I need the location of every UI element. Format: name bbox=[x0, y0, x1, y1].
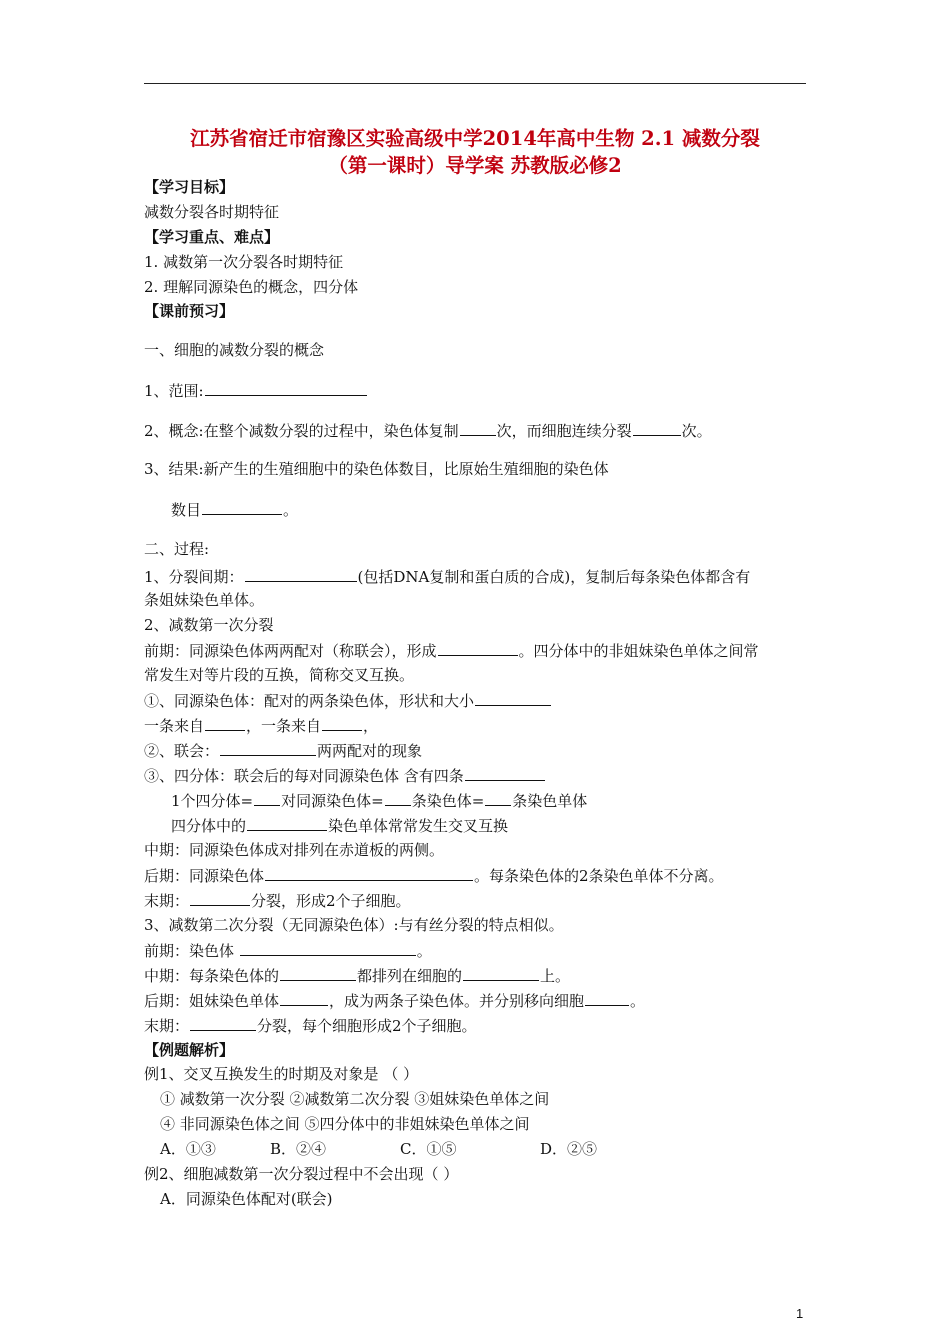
anaphase-1-text-2: 。每条染色体的2条染色单体不分离。 bbox=[474, 867, 724, 885]
tetrad-count-c: 条染色体= bbox=[411, 792, 485, 810]
example-1-question: 例1、交叉互换发生的时期及对象是 （ ） bbox=[144, 1065, 419, 1083]
concept-line bbox=[144, 420, 712, 441]
prophase-1-text: 前期：同源染色体两两配对（称联会），形成 bbox=[144, 642, 437, 660]
anaphase-2-line bbox=[144, 990, 645, 1011]
telophase-1-label: 末期： bbox=[144, 892, 190, 910]
interphase-label: 1、分裂间期： bbox=[144, 568, 244, 586]
tetrad-crossover-line bbox=[171, 815, 508, 836]
synapsis-blank[interactable] bbox=[220, 740, 316, 756]
tetrad-count-b: 对同源染色体= bbox=[281, 792, 384, 810]
process-heading: 二、过程: bbox=[144, 540, 210, 558]
header-rule bbox=[144, 83, 806, 84]
anaphase-1-text: 后期：同源染色体 bbox=[144, 867, 265, 885]
tetrad-blank-c[interactable] bbox=[485, 790, 511, 806]
metaphase-2-blank-2[interactable] bbox=[463, 965, 539, 981]
synapsis-line bbox=[144, 740, 422, 761]
tetrad-count-line bbox=[171, 790, 587, 811]
telophase-1-line bbox=[144, 890, 411, 911]
preview-heading: 【课前预习】 bbox=[144, 302, 235, 320]
origin-text-2: ，一条来自 bbox=[246, 717, 322, 735]
metaphase-1-line: 中期：同源染色体成对排列在赤道板的两侧。 bbox=[144, 841, 445, 859]
interphase-line bbox=[144, 566, 750, 587]
example-1-choice-c[interactable]: C．①⑤ bbox=[400, 1140, 457, 1158]
example-1-choice-d[interactable]: D．②⑤ bbox=[540, 1140, 598, 1158]
interphase-text: (包括DNA复制和蛋白质的合成)，复制后每条染色体都含有 bbox=[357, 568, 751, 586]
origin-blank-2[interactable] bbox=[322, 715, 362, 731]
tetrad-blank[interactable] bbox=[465, 765, 545, 781]
result-blank[interactable] bbox=[202, 499, 282, 515]
homologous-blank[interactable] bbox=[475, 690, 551, 706]
range-blank[interactable] bbox=[205, 380, 367, 396]
example-1-choice-a[interactable]: A．①③ bbox=[160, 1140, 216, 1158]
result-label: 数目 bbox=[171, 501, 202, 519]
learning-goals-text: 减数分裂各时期特征 bbox=[144, 203, 280, 221]
metaphase-2-line bbox=[144, 965, 570, 986]
key-points-heading: 【学习重点、难点】 bbox=[144, 228, 280, 246]
concept-text-3: 次。 bbox=[681, 422, 712, 440]
tetrad-count-d: 条染色单体 bbox=[512, 792, 588, 810]
origin-text-1: 一条来自 bbox=[144, 717, 205, 735]
examples-heading: 【例题解析】 bbox=[144, 1041, 235, 1059]
metaphase-2-text-3: 上。 bbox=[540, 967, 571, 985]
prophase-2-end: 。 bbox=[416, 942, 432, 960]
telophase-2-text: 分裂，每个细胞形成2个子细胞。 bbox=[257, 1017, 477, 1035]
anaphase-1-line bbox=[144, 865, 724, 886]
interphase-blank[interactable] bbox=[245, 566, 357, 582]
meiosis-2-heading: 3、减数第二次分裂（无同源染色体）:与有丝分裂的特点相似。 bbox=[144, 916, 564, 934]
tetrad-count-a: 1个四分体= bbox=[171, 792, 254, 810]
example-1-options-1: ① 减数第一次分裂 ②减数第二次分裂 ③姐妹染色单体之间 bbox=[160, 1090, 550, 1108]
example-2-question: 例2、细胞减数第一次分裂过程中不会出现（ ） bbox=[144, 1165, 459, 1183]
prophase-2-text: 前期：染色体 bbox=[144, 942, 239, 960]
telophase-1-blank[interactable] bbox=[190, 890, 250, 906]
telophase-2-label: 末期： bbox=[144, 1017, 190, 1035]
metaphase-2-text-2: 都排列在细胞的 bbox=[357, 967, 463, 985]
document-title-line1: 江苏省宿迁市宿豫区实验高级中学2014年高中生物 2.1 减数分裂 bbox=[190, 127, 760, 150]
concept-text-2: 次，而细胞连续分裂 bbox=[496, 422, 632, 440]
homologous-line bbox=[144, 690, 552, 711]
metaphase-2-blank-1[interactable] bbox=[280, 965, 356, 981]
telophase-1-text: 分裂，形成2个子细胞。 bbox=[251, 892, 411, 910]
tetrad-blank-a[interactable] bbox=[254, 790, 280, 806]
tetrad-text: ③、四分体：联会后的每对同源染色体 含有四条 bbox=[144, 767, 464, 785]
result-end: 。 bbox=[283, 501, 299, 519]
anaphase-2-end: 。 bbox=[630, 992, 646, 1010]
example-1-choice-b[interactable]: B．②④ bbox=[270, 1140, 327, 1158]
meiosis-1-heading: 2、减数第一次分裂 bbox=[144, 616, 274, 634]
result-line-1: 3、结果:新产生的生殖细胞中的染色体数目，比原始生殖细胞的染色体 bbox=[144, 460, 609, 478]
anaphase-2-text-2: ，成为两条子染色体。并分别移向细胞 bbox=[329, 992, 585, 1010]
homologous-text: ①、同源染色体：配对的两条染色体，形状和大小 bbox=[144, 692, 475, 710]
tetrad-crossover-blank[interactable] bbox=[247, 815, 327, 831]
prophase-2-blank[interactable] bbox=[240, 940, 416, 956]
anaphase-2-blank-1[interactable] bbox=[280, 990, 328, 1006]
result-line-2 bbox=[171, 499, 298, 520]
metaphase-2-text: 中期：每条染色体的 bbox=[144, 967, 280, 985]
prophase-1-line-2: 常发生对等片段的互换，简称交叉互换。 bbox=[144, 666, 415, 684]
key-point-1: 1. 减数第一次分裂各时期特征 bbox=[144, 253, 344, 271]
range-line bbox=[144, 380, 368, 401]
prophase-1-text-2: 。四分体中的非姐妹染色单体之间常 bbox=[518, 642, 759, 660]
concept-text-1: 2、概念:在整个减数分裂的过程中，染色体复制 bbox=[144, 422, 459, 440]
tetrad-crossover-text-2: 染色单体常常发生交叉互换 bbox=[328, 817, 509, 835]
prophase-2-line bbox=[144, 940, 432, 961]
range-label: 1、范围: bbox=[144, 382, 204, 400]
anaphase-1-blank[interactable] bbox=[265, 865, 473, 881]
prophase-1-line bbox=[144, 640, 759, 661]
interphase-line-2: 条姐妹染色单体。 bbox=[144, 591, 265, 609]
key-point-2: 2. 理解同源染色的概念，四分体 bbox=[144, 278, 359, 296]
tetrad-crossover-text: 四分体中的 bbox=[171, 817, 247, 835]
origin-blank-1[interactable] bbox=[205, 715, 245, 731]
anaphase-2-blank-2[interactable] bbox=[585, 990, 629, 1006]
origin-line bbox=[144, 715, 378, 736]
synapsis-label: ②、联会： bbox=[144, 742, 220, 760]
page-number: 1 bbox=[796, 1306, 804, 1321]
telophase-2-blank[interactable] bbox=[190, 1015, 256, 1031]
example-1-options-2: ④ 非同源染色体之间 ⑤四分体中的非姐妹染色单体之间 bbox=[160, 1115, 530, 1133]
replication-times-blank[interactable] bbox=[460, 420, 496, 436]
prophase-1-blank[interactable] bbox=[438, 640, 518, 656]
origin-text-3: ， bbox=[363, 717, 379, 735]
tetrad-line bbox=[144, 765, 546, 786]
synapsis-text: 两两配对的现象 bbox=[317, 742, 423, 760]
learning-goals-heading: 【学习目标】 bbox=[144, 178, 235, 196]
division-times-blank[interactable] bbox=[633, 420, 681, 436]
tetrad-blank-b[interactable] bbox=[385, 790, 411, 806]
telophase-2-line bbox=[144, 1015, 477, 1036]
anaphase-2-text: 后期：姐妹染色单体 bbox=[144, 992, 280, 1010]
document-title-line2: （第一课时）导学案 苏教版必修2 bbox=[328, 154, 622, 177]
section-concept-heading: 一、细胞的减数分裂的概念 bbox=[144, 341, 325, 359]
example-2-choice-a[interactable]: A．同源染色体配对(联会) bbox=[160, 1190, 333, 1208]
